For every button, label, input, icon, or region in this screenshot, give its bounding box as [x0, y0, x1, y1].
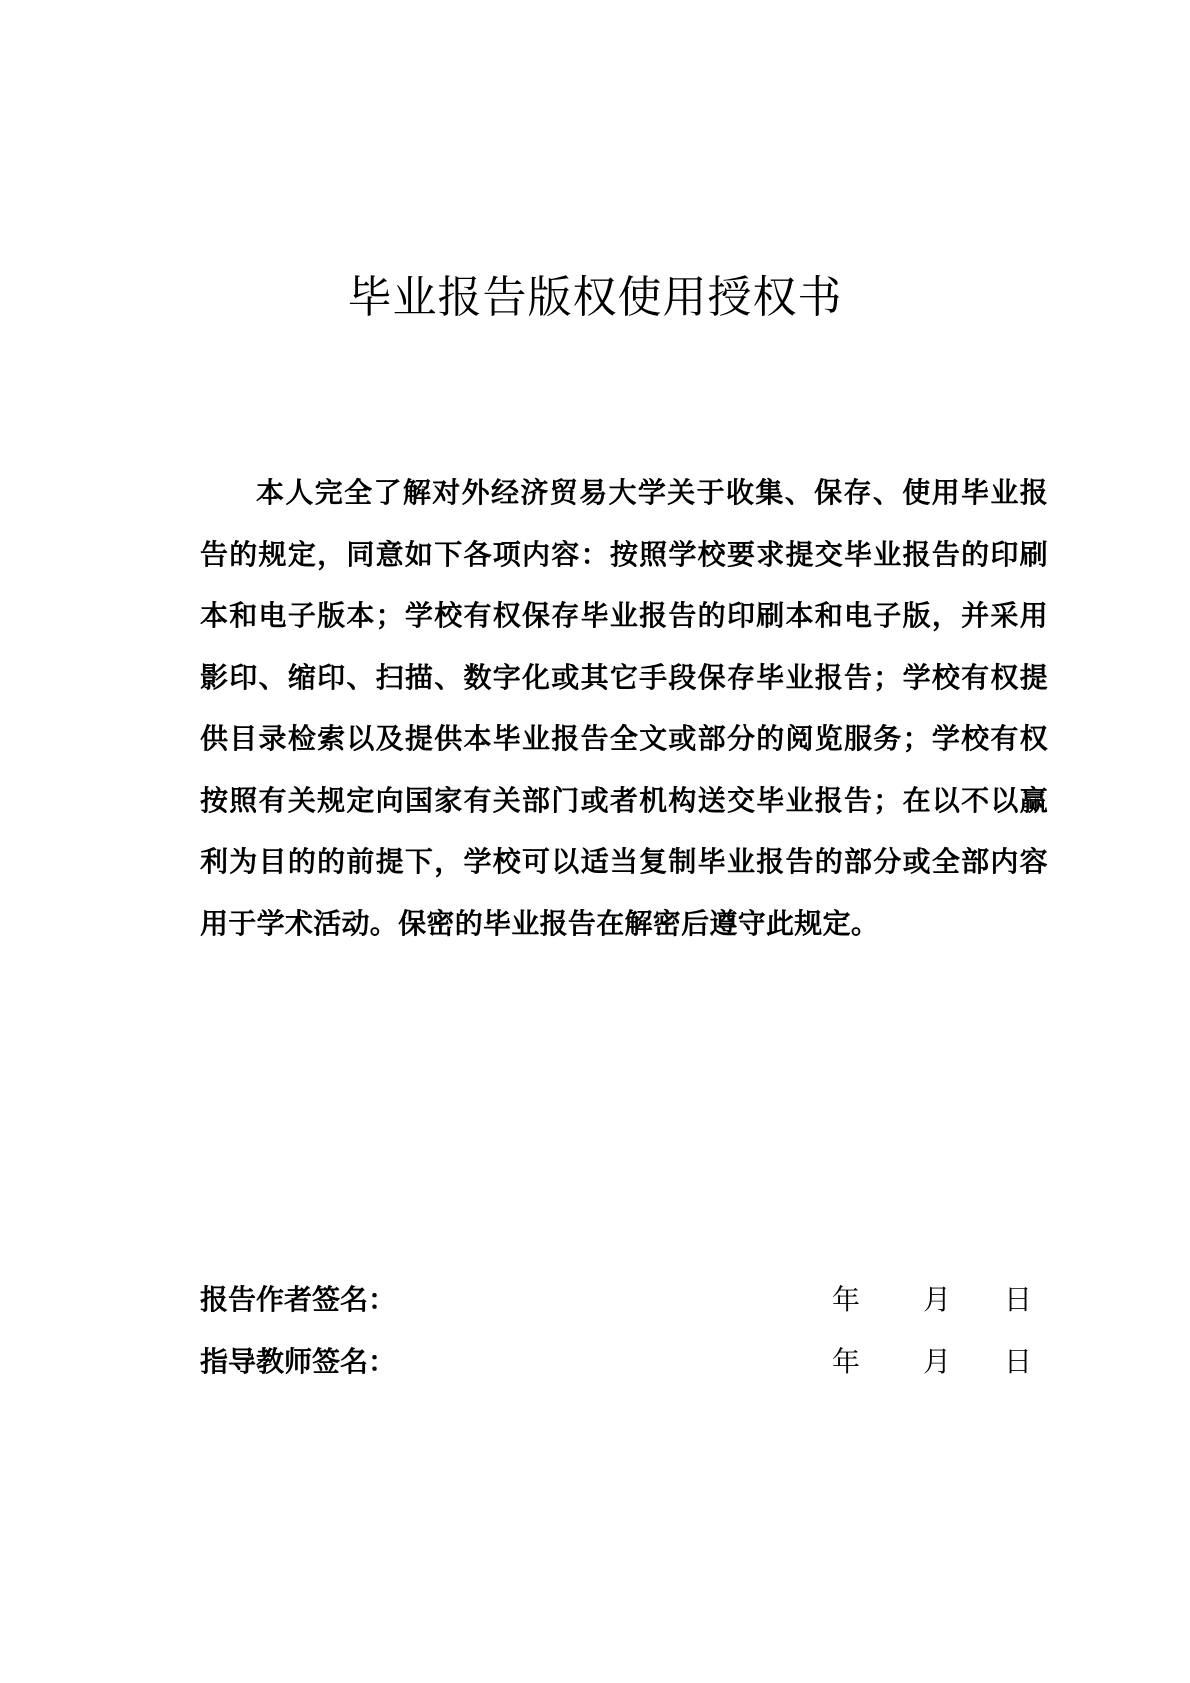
- advisor-signature-row: [200, 1338, 1048, 1386]
- author-date-day-label: 日: [1004, 1283, 1033, 1316]
- author-date-month-label: 月: [923, 1283, 952, 1316]
- page-title: 毕业报告版权使用授权书: [347, 272, 843, 323]
- advisor-signature-label: 指导教师签名：: [200, 1345, 397, 1378]
- advisor-date-year-label: 年: [832, 1345, 861, 1378]
- author-signature-label: 报告作者签名：: [200, 1283, 397, 1316]
- authorization-statement: 本人完全了解对外经济贸易大学关于收集、保存、使用毕业报告的规定，同意如下各项内容：按照学校要求提交毕业报告的印刷本和电子版本；学校有权保存毕业报告的印刷本和电子版，并采用影印、缩印、扫描、数字化或其它手段保存毕业报告；学校有权提供目录检索以及提供本毕业报告全文或部分的阅览服务；学校有权按照有关规定向国家有关部门或者机构送交毕业报告；在以不以赢利为目的的前提下，学校可以适当复制毕业报告的部分或全部内容用于学术活动。保密的毕业报告在解密后遵守此规定。: [200, 476, 1048, 940]
- advisor-signature-field[interactable]: [388, 1338, 1008, 1386]
- advisor-date-month-label: 月: [923, 1345, 952, 1378]
- advisor-date-day-label: 日: [1004, 1345, 1033, 1378]
- author-signature-row: [200, 1276, 1048, 1324]
- author-date-year-label: 年: [832, 1283, 861, 1316]
- author-signature-field[interactable]: [388, 1276, 1008, 1324]
